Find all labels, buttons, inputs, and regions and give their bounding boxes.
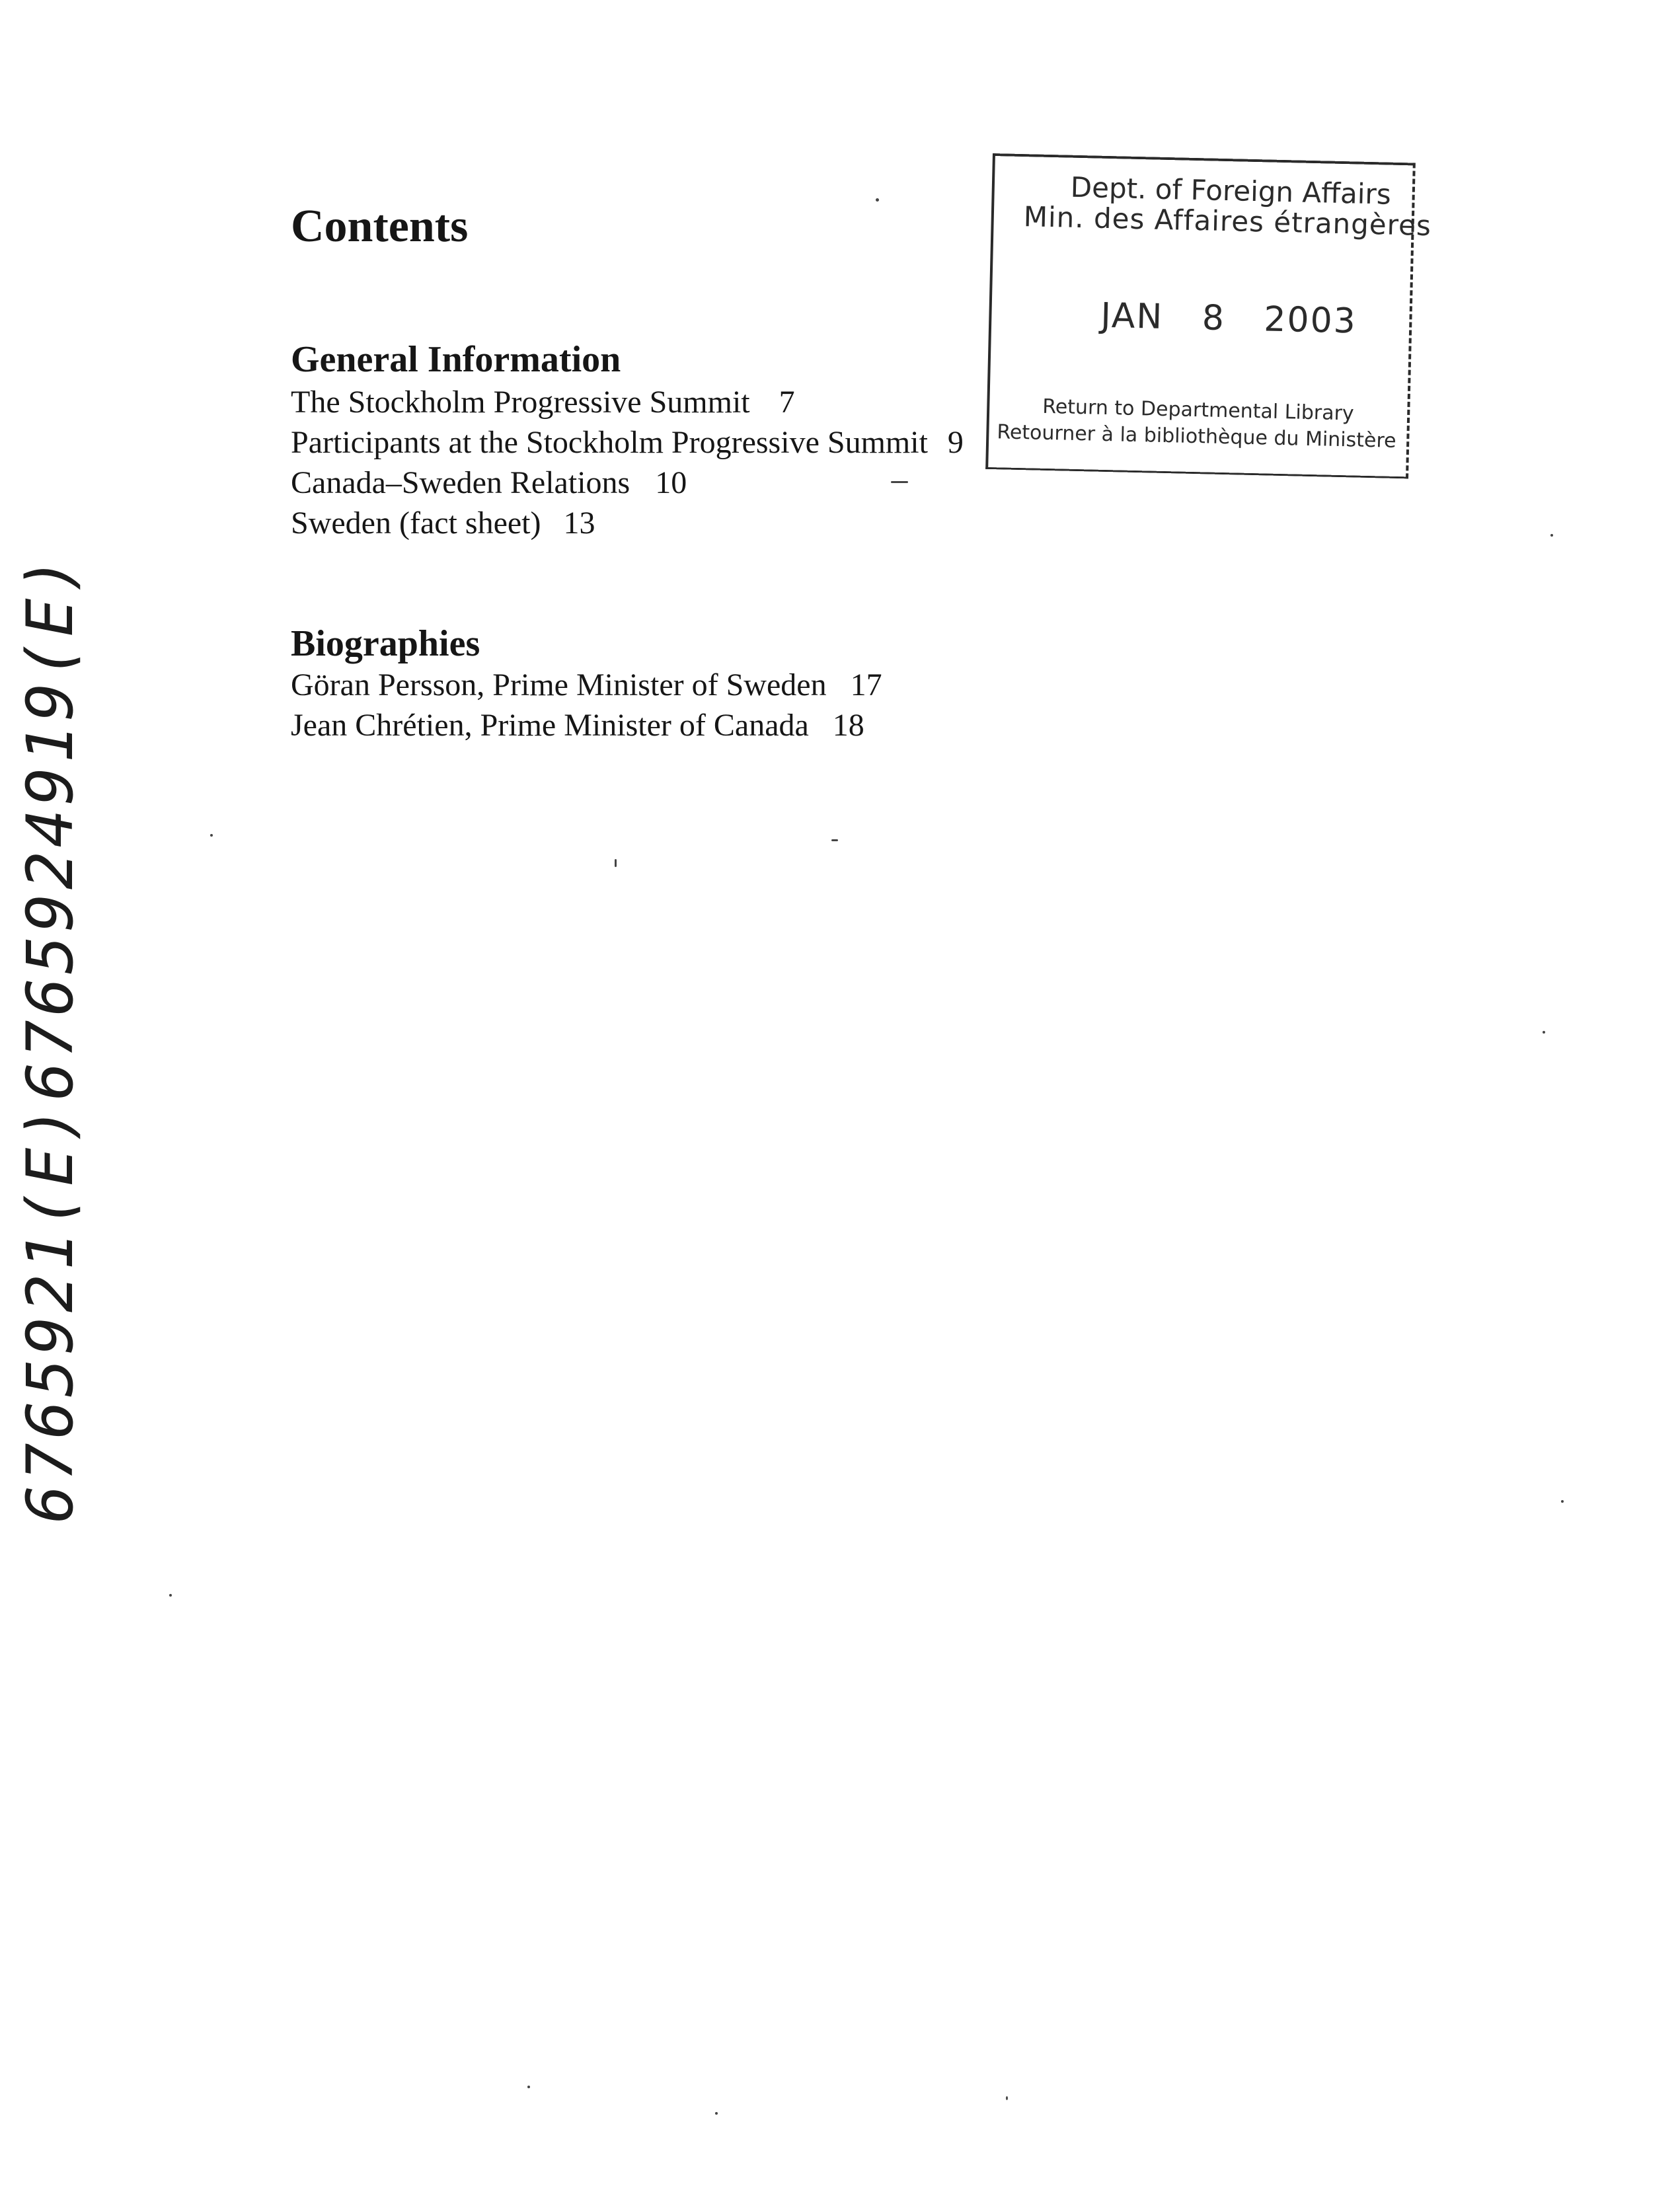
- toc-entry-title: Göran Persson, Prime Minister of Sweden: [291, 667, 827, 702]
- scan-speck: [210, 834, 213, 837]
- toc-entry-title: Canada–Sweden Relations: [291, 465, 630, 500]
- received-stamp: [985, 153, 1432, 478]
- toc-entry-page: 18: [832, 708, 864, 743]
- handwritten-note: 6765924919(E): [13, 552, 87, 1100]
- toc-entry-page: 9: [947, 425, 964, 460]
- stamp-date: JAN 8 2003: [1100, 295, 1357, 342]
- toc-entry-page: 13: [563, 506, 595, 541]
- scan-speck: [1561, 1500, 1564, 1503]
- toc-entry-page: 17: [850, 667, 882, 702]
- toc-entry[interactable]: [291, 382, 964, 422]
- toc-entry[interactable]: [291, 705, 882, 745]
- scan-speck: [715, 2112, 718, 2115]
- toc-entry-title: Participants at the Stockholm Progressive Summit: [291, 425, 928, 460]
- stamp-return-en: Return to Departmental Library: [1042, 395, 1355, 426]
- stamp-return-fr: Retourner à la bibliothèque du Ministère: [997, 420, 1396, 453]
- toc-entry[interactable]: [291, 422, 964, 463]
- scan-speck: [876, 198, 879, 202]
- toc-list-biographies: [291, 665, 882, 745]
- section-heading-general-information: General Information: [291, 339, 621, 380]
- stamp-department-en: Dept. of Foreign Affairs: [1070, 170, 1392, 211]
- scan-speck: [1550, 534, 1553, 537]
- toc-entry[interactable]: [291, 463, 964, 503]
- scan-speck: [169, 1594, 172, 1597]
- handwritten-note: 6765921(E): [13, 1102, 87, 1523]
- scan-speck: [1006, 2096, 1008, 2100]
- page-title: Contents: [291, 201, 469, 252]
- scan-speck: [615, 859, 617, 867]
- stamp-department-fr: Min. des Affaires étrangères: [1023, 200, 1432, 243]
- toc-entry-title: Sweden (fact sheet): [291, 506, 541, 541]
- scan-speck: [527, 2086, 530, 2088]
- toc-entry-title: Jean Chrétien, Prime Minister of Canada: [291, 708, 809, 743]
- toc-entry-title: The Stockholm Progressive Summit: [291, 385, 750, 420]
- toc-entry-page: 7: [779, 385, 795, 420]
- toc-list-general-information: [291, 382, 964, 543]
- scan-speck: [1543, 1031, 1545, 1034]
- toc-entry[interactable]: [291, 503, 964, 543]
- section-heading-biographies: Biographies: [291, 623, 480, 664]
- scan-speck: [891, 481, 908, 483]
- toc-entry[interactable]: [291, 665, 882, 705]
- toc-entry-page: 10: [655, 465, 687, 500]
- scan-speck: [831, 839, 838, 841]
